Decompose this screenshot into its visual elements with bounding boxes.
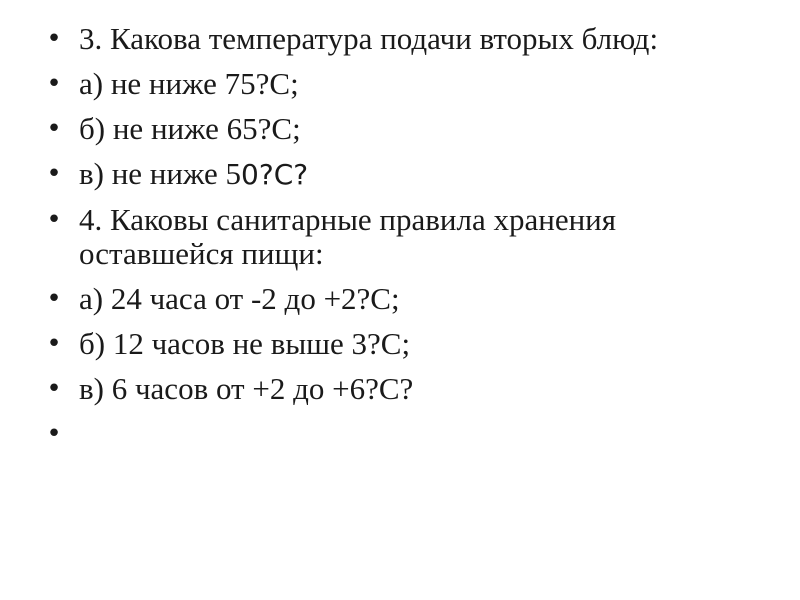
- answer-3c-text-suffix: 0?С?: [241, 158, 309, 191]
- list-item-question-4: [44, 203, 774, 271]
- list-item-answer-4c: [44, 372, 774, 406]
- question-3-text: 3. Какова температура подачи вторых блюд:: [79, 21, 659, 56]
- answer-3a-text: а) не ниже 75?С;: [79, 66, 299, 101]
- bullet-icon: •: [46, 205, 62, 235]
- answer-3b-text: б) не ниже 65?С;: [79, 111, 301, 146]
- list-item-answer-4a: [44, 282, 774, 316]
- bullet-icon: •: [46, 284, 62, 314]
- bullet-list: [44, 21, 774, 449]
- bullet-icon: •: [46, 419, 62, 449]
- bullet-icon: •: [46, 329, 62, 359]
- bullet-icon: •: [46, 69, 62, 99]
- list-item-answer-3b: [44, 112, 774, 146]
- answer-4b-text: б) 12 часов не выше 3?С;: [79, 326, 411, 361]
- list-item-question-3: [44, 22, 774, 56]
- list-item-answer-3a: [44, 67, 774, 101]
- list-item-answer-4b: [44, 327, 774, 361]
- bullet-icon: •: [46, 374, 62, 404]
- list-item-answer-3c: [44, 157, 774, 192]
- bullet-icon: •: [46, 159, 62, 189]
- question-4-text: 4. Каковы санитарные правила хранения оставшейся пищи:: [79, 202, 617, 271]
- answer-3c-text-prefix: в) не ниже 5: [79, 156, 242, 191]
- bullet-icon: •: [46, 24, 62, 54]
- answer-4a-text: а) 24 часа от -2 до +2?С;: [79, 281, 400, 316]
- answer-4c-text: в) 6 часов от +2 до +6?С?: [79, 371, 414, 406]
- bullet-icon: •: [46, 114, 62, 144]
